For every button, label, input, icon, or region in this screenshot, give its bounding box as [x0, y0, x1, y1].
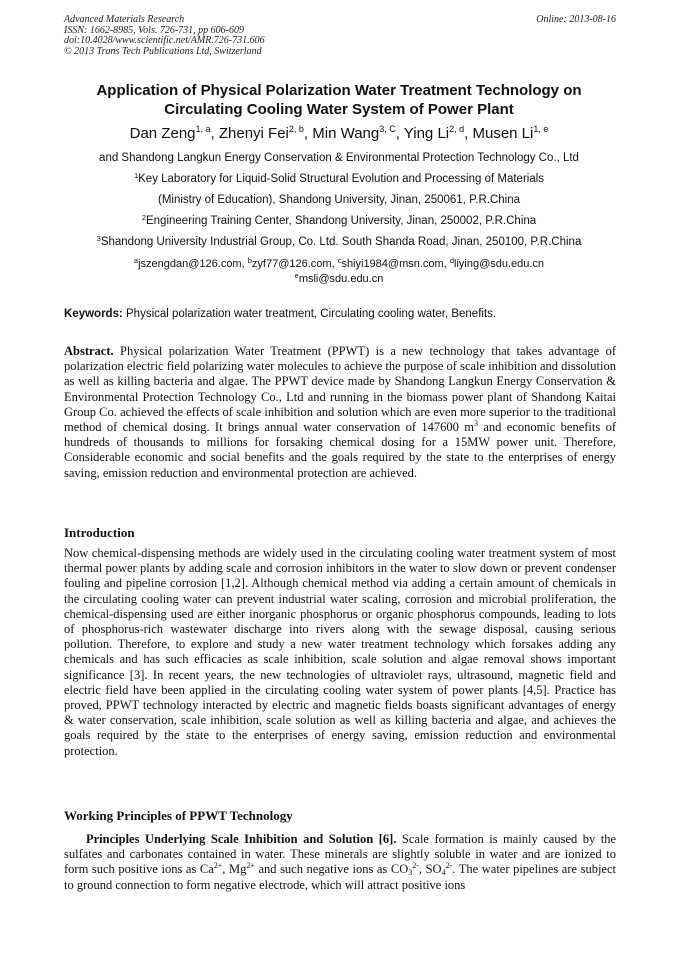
email-address[interactable]: jszengdan@126.com — [138, 258, 242, 270]
affiliation-3: $^3$Shandong University Industrial Group, Co. Ltd. South Shanda Road, Jinan, 250100, P.R.China — [96, 234, 582, 248]
journal-name: Advanced Materials Research — [64, 14, 185, 25]
email-line-2: $^e$msli@sdu.edu.cn — [294, 271, 384, 285]
copyright-line: © 2013 Trans Tech Publications Ltd, Switzerland — [64, 45, 262, 57]
title-line-1: Application of Physical Polarization Water Treatment Technology on — [96, 82, 582, 99]
email-line-1: $^a$jszengdan@126.com, $^b$zyf77@126.com, $^c$shiyi1984@msn.com, $^d$liying@sdu.edu.cn — [133, 256, 545, 270]
author: Ying Li$^{2, d}$, — [403, 124, 473, 142]
affiliation-1-cont: (Ministry of Education), Shandong University, Jinan, 250061, P.R.China — [157, 194, 521, 206]
author-list — [40, 124, 638, 144]
author: Zhenyi Fei$^{2, b}$, — [218, 124, 313, 142]
affiliation-2: $^2$Engineering Training Center, Shandong University, Jinan, 250002, P.R.China — [141, 213, 537, 227]
affiliation-extra: and Shandong Langkun Energy Conservation & Environmental Protection Technology Co., Ltd — [99, 152, 579, 164]
online-date: Online: 2013-08-16 — [536, 14, 616, 25]
subsection-heading: Principles Underlying Scale Inhibition and Solution [6]. — [86, 832, 397, 846]
keywords — [64, 307, 616, 321]
abstract: Abstract. Physical polarization Water Treatment (PPWT) is a new technology that takes advantage of polarization electric field polarizing water molecules to achieve the purpose of scale inhibition and dissolution as well as killing bacteria and algae. The PPWT device made by Shandong Langkun Energy Conservation & Environmental Protection Technology Co., Ltd and running in the biomass power plant of Shandong Kaitai Group Co. achieved the effects of scale inhibition and solution which are even more superior to the traditional method of chemical dosing. It brings annual water conservation of 147600 $m^3$ and economic benefits of hundreds of thousands to millions for forsaking chemical dosing for a 15MW power unit. Therefore, Considerable economic and social benefits and the goals required by the state to the enterprises of energy saving, emission reduction and environmental protection are achieved. — [64, 344, 617, 480]
keywords-text: Physical polarization water treatment, Circulating cooling water, Benefits. — [126, 308, 497, 320]
issn-line: ISSN: 1662-8985, Vols. 726-731, pp 606-609 — [64, 24, 244, 36]
keywords-label: Keywords: — [64, 308, 123, 320]
section-heading-introduction: Introduction — [64, 525, 135, 540]
title-line-2: Circulating Cooling Water System of Power Plant — [164, 101, 514, 118]
email-address[interactable]: msli@sdu.edu.cn — [298, 273, 384, 285]
journal-header — [64, 15, 265, 57]
email-address[interactable]: liying@sdu.edu.cn — [454, 258, 545, 270]
doi-line: doi:10.4028/www.scientific.net/AMR.726-731.606 — [64, 35, 265, 46]
introduction-paragraph: Now chemical-dispensing methods are widely used in the circulating cooling water treatment system of most thermal power plants by adding scale and corrosion inhibitors in the water to slow down or prevent condenser fouling and pipeline corrosion [1,2]. Although chemical method via adding a certain amount of chemicals in the circulating cooling water can prevent industrial water scaling, corrosion and microbial proliferation, the chemical-dispensing used are either inorganic phosphorus or organic phosphorus compounds, leading to lots of phosphorus-rich wastewater discharge into rivers along with the sewage disposal, causing serious pollution. Therefore, to explore and study a new water treatment technology which forsakes adding any chemicals and has such efficacies as scale inhibition, scale solution and algae removal shows important significance [3]. In recent years, the new technologies of ultraviolet rays, ultrasound, magnetic field and electric field have been applied in the circulating cooling water system of power plants [4,5]. Practice has proved, PPWT technology interacted by electric and magnetic fields boasts significant advantages of energy & water conservation, scale inhibition, scale solution as well as killing bacteria and algae, and achieves the goals required by the state to the enterprises of energy saving, emission reduction and environmental protection. — [64, 546, 616, 758]
affiliation-1: $^1$Key Laboratory for Liquid-Solid Structural Evolution and Processing of Materials — [133, 171, 545, 185]
section-heading-working-principles: Working Principles of PPWT Technology — [64, 808, 293, 823]
author: Dan Zeng$^{1, a}$, — [129, 124, 219, 142]
email-address[interactable]: zyf77@126.com — [251, 258, 332, 270]
paper-title — [40, 81, 638, 119]
email-address[interactable]: shiyi1984@msn.com — [341, 258, 444, 270]
abstract-label: Abstract. — [64, 344, 114, 358]
working-principles-paragraph: Principles Underlying Scale Inhibition and Solution [6]. Scale formation is mainly caused by the sulfates and carbonates contained in water. These minerals are slightly soluble in water and are ionized to form such positive ions as $Ca^{2+}$, $Mg^{2+}$ and such negative ions as $CO_3^{2-}$, $SO_4^{2-}$. The water pipelines are subject to ground connection to form negative electrode, which will attract positive ions — [64, 832, 617, 892]
author: Min Wang$^{3, C}$, — [312, 124, 404, 142]
author: Musen Li$^{1, e}$ — [472, 124, 549, 142]
